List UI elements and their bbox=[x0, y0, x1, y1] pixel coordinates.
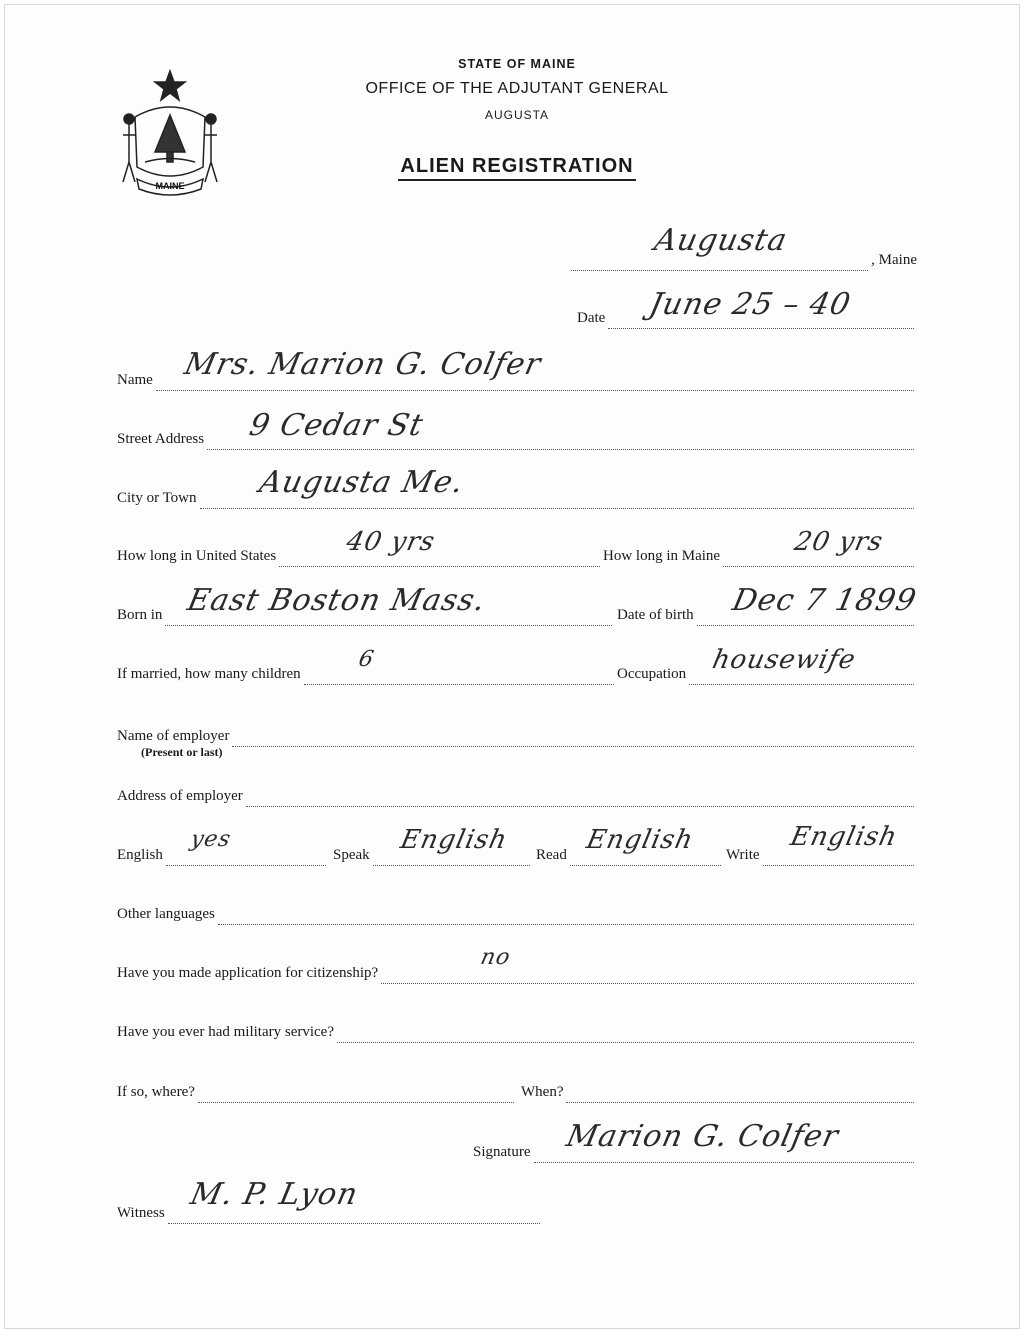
dob-field: Date of birth bbox=[617, 607, 917, 631]
witness-value: M. P. Lyon bbox=[187, 1177, 362, 1212]
date-value: June 25 – 40 bbox=[646, 287, 855, 322]
maine-time-field: How long in Maine bbox=[603, 548, 917, 572]
speak-value: English bbox=[397, 825, 511, 855]
place-suffix: , Maine bbox=[871, 252, 917, 268]
name-value: Mrs. Marion G. Colfer bbox=[181, 347, 545, 382]
street-field: Street Address bbox=[117, 431, 917, 455]
city-heading: AUGUSTA bbox=[484, 108, 550, 122]
children-value: 6 bbox=[356, 647, 377, 672]
signature-value: Marion G. Colfer bbox=[563, 1119, 842, 1154]
registration-form bbox=[4, 4, 1020, 1329]
military-field: Have you ever had military service? bbox=[117, 1024, 917, 1048]
witness-field: Witness bbox=[117, 1205, 543, 1229]
citizenship-field: Have you made application for citizenship? bbox=[117, 965, 917, 989]
place-value: Augusta bbox=[651, 223, 791, 258]
office-heading: OFFICE OF THE ADJUTANT GENERAL bbox=[365, 80, 669, 97]
maine-time-value: 20 yrs bbox=[791, 527, 887, 557]
write-value: English bbox=[787, 822, 901, 852]
name-field: Name bbox=[117, 372, 917, 396]
employer-sublabel: (Present or last) bbox=[141, 745, 223, 759]
born-field: Born in bbox=[117, 607, 615, 631]
read-field: Read bbox=[536, 847, 724, 871]
dob-value: Dec 7 1899 bbox=[729, 583, 920, 618]
city-value: Augusta Me. bbox=[256, 465, 468, 500]
us-time-value: 40 yrs bbox=[343, 527, 439, 557]
children-field: If married, how many children bbox=[117, 666, 617, 690]
date-field: Date bbox=[577, 310, 917, 334]
other-languages-field: Other languages bbox=[117, 906, 917, 930]
write-field: Write bbox=[726, 847, 917, 871]
read-value: English bbox=[583, 825, 697, 855]
occupation-value: housewife bbox=[709, 645, 859, 675]
city-field: City or Town bbox=[117, 490, 917, 514]
occupation-field: Occupation bbox=[617, 666, 917, 690]
seal-text: MAINE bbox=[155, 181, 185, 191]
english-field: English bbox=[117, 847, 329, 871]
born-value: East Boston Mass. bbox=[184, 583, 489, 618]
form-title: ALIEN REGISTRATION bbox=[5, 155, 1024, 178]
citizenship-value: no bbox=[478, 945, 514, 970]
when-field: When? bbox=[521, 1084, 917, 1108]
state-heading: STATE OF MAINE bbox=[458, 57, 576, 71]
where-field: If so, where? bbox=[117, 1084, 517, 1108]
english-value: yes bbox=[188, 827, 234, 852]
employer-field: Name of employer bbox=[117, 728, 917, 752]
speak-field: Speak bbox=[333, 847, 533, 871]
employer-address-field: Address of employer bbox=[117, 788, 917, 812]
us-time-field: How long in United States bbox=[117, 548, 603, 572]
street-value: 9 Cedar St bbox=[246, 408, 427, 443]
signature-field: Signature bbox=[473, 1144, 917, 1168]
